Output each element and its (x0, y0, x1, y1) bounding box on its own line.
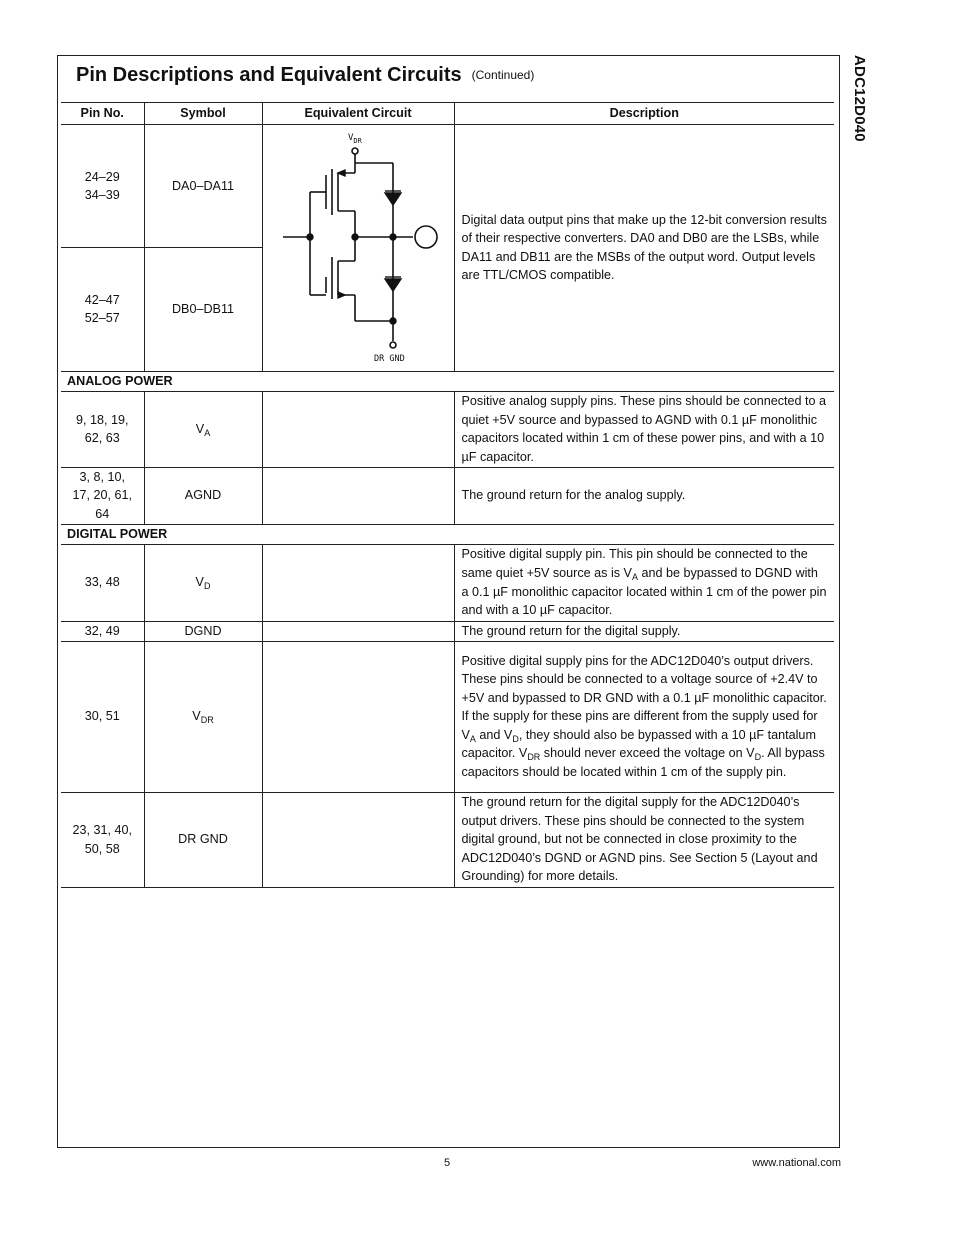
description-subscript: D (512, 733, 519, 744)
description-subscript: A (469, 733, 476, 744)
description-text: Positive digital supply pins for the ADC12D040’s output drivers. These pins should be connected to a voltage source of +2.4V to +5V and bypassed to DR GND with a 0.1 µF monolithic capacitor. If the supply for these pins are different from the supply used for V (461, 653, 827, 742)
pin-table (61, 102, 834, 888)
symbol-subscript: A (204, 427, 211, 438)
description-subscript: A (631, 572, 638, 582)
symbol-cell: AGND (144, 467, 262, 524)
symbol-text: V (195, 421, 205, 436)
symbol-subscript: D (203, 581, 211, 592)
symbol-text: V (192, 709, 201, 724)
description-cell (454, 641, 834, 792)
symbol-text: V (195, 575, 204, 590)
symbol-subscript: DR (200, 715, 214, 726)
description-subscript: DR (527, 752, 541, 763)
symbol-cell (144, 544, 262, 621)
header-description: Description (454, 103, 834, 125)
circuit-cell-empty (262, 792, 454, 887)
description-text: and V (475, 727, 513, 742)
circuit-cell-empty (262, 391, 454, 467)
section-row-digital-power (61, 524, 834, 544)
pin-text: 64 (95, 506, 110, 521)
table-row-va (61, 391, 834, 467)
table-row-vdr (61, 641, 834, 792)
circuit-cell-empty (262, 621, 454, 641)
equivalent-circuit-cell (262, 125, 454, 372)
symbol-cell (144, 391, 262, 467)
pin-text: 24–29 (84, 169, 120, 184)
symbol-cell: DB0–DB11 (144, 248, 262, 371)
table-header-row (61, 103, 834, 125)
circuit-top-label: $V_{DR}$ (348, 133, 362, 145)
table-row-agnd (61, 467, 834, 524)
data-pins-description: Digital data output pins that make up the 12-bit conversion results of their respective converters. DA0 and DB0 are the LSBs, while DA11 and DB11 are the MSBs of the output word. Output levels are TTL/CMOS compatible. (454, 125, 834, 372)
title-text: Pin Descriptions and Equivalent Circuits (76, 64, 462, 86)
description-text: . All bypass capacitors should be located within 1 cm of the supply pin. (461, 746, 825, 780)
symbol-cell: DA0–DA11 (144, 125, 262, 248)
table-row-drgnd (61, 792, 834, 887)
pin-cell (61, 248, 144, 371)
symbol-cell (144, 641, 262, 792)
output-driver-circuit-diagram (263, 125, 453, 365)
table-row-dgnd (61, 621, 834, 641)
description-text: , they should also be bypassed with a 10 µF tantalum capacitor. V (461, 727, 816, 761)
pin-cell (61, 792, 144, 887)
circuit-cell-empty (262, 467, 454, 524)
pin-cell (61, 125, 144, 248)
side-part-number: ADC12D040 (851, 55, 868, 142)
pin-text: 42–47 (84, 292, 120, 307)
table-row-da (61, 125, 834, 248)
footer-url: www.national.com (752, 1157, 841, 1169)
description-subscript: D (754, 752, 762, 763)
section-heading: DIGITAL POWER (61, 524, 834, 544)
description-cell: The ground return for the digital supply for the ADC12D040’s output drivers. These pins should be connected to the system digital ground, but not be connected in close proximity to the ADC12D040’s DGND or AGND pins. See Section 5 (Layout and Grounding) for more details. (454, 792, 834, 887)
pin-text: 50, 58 (84, 841, 120, 856)
pin-text: 62, 63 (84, 431, 120, 446)
pin-text: 34–39 (84, 188, 120, 203)
header-circuit: Equivalent Circuit (262, 103, 454, 125)
pin-text: 52–57 (84, 311, 120, 326)
description-cell: Positive analog supply pins. These pins should be connected to a quiet +5V source and bypassed to AGND with 0.1 µF monolithic capacitors located within 1 cm of these power pins, and with a 10 µF capacitor. (454, 391, 834, 467)
pin-text: 3, 8, 10, (79, 469, 125, 484)
description-cell: The ground return for the digital supply. (454, 621, 834, 641)
description-text: and be bypassed to DGND with a 0.1 µF monolithic capacitor located within 1 cm of the power pin and with a 10 µF capacitor. (461, 566, 827, 618)
pin-cell (61, 391, 144, 467)
title-continued: (Continued) (471, 68, 535, 82)
header-symbol: Symbol (144, 103, 262, 125)
pin-cell (61, 467, 144, 524)
circuit-bottom-label: DR GND (374, 354, 405, 364)
description-text: Positive digital supply pin. This pin should be connected to the same quiet +5V source as is V (461, 547, 808, 580)
page-title (76, 64, 534, 87)
header-pin-no: Pin No. (61, 103, 144, 125)
table-row-vd (61, 544, 834, 621)
description-cell: The ground return for the analog supply. (454, 467, 834, 524)
page-number: 5 (444, 1157, 451, 1169)
symbol-cell: DGND (144, 621, 262, 641)
pin-cell: 33, 48 (61, 544, 144, 621)
pin-text: 23, 31, 40, (72, 823, 133, 837)
pin-text: 17, 20, 61, (72, 488, 133, 503)
pin-cell: 32, 49 (61, 621, 144, 641)
symbol-cell: DR GND (144, 792, 262, 887)
circuit-cell-empty (262, 544, 454, 621)
pin-cell: 30, 51 (61, 641, 144, 792)
description-cell (454, 544, 834, 621)
description-text: should never exceed the voltage on V (540, 746, 755, 761)
section-row-analog-power (61, 371, 834, 391)
circuit-cell-empty (262, 641, 454, 792)
section-heading: ANALOG POWER (61, 371, 834, 391)
pin-text: 9, 18, 19, (75, 412, 129, 427)
